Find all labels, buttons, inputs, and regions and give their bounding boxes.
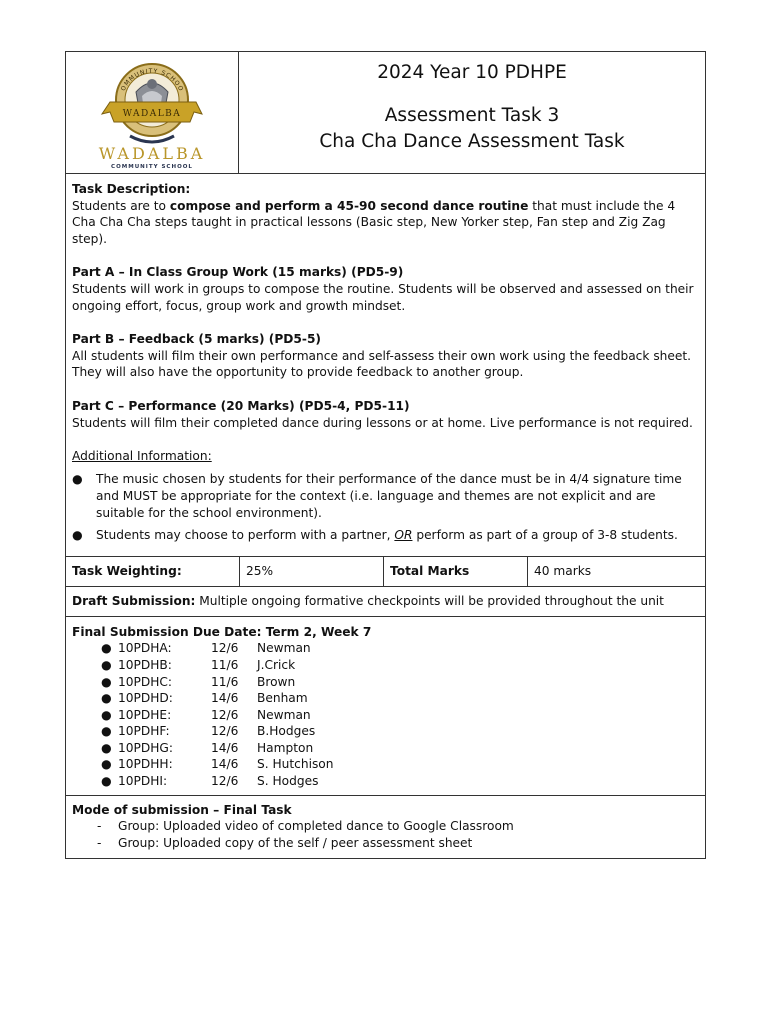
class-code: 10PDHF: bbox=[118, 724, 170, 739]
part-c-text: Students will film their completed dance during lessons or at home. Live performance is not required. bbox=[72, 415, 693, 430]
additional-information bbox=[72, 448, 699, 544]
task-description bbox=[72, 181, 699, 247]
assessment-document bbox=[65, 51, 706, 859]
title-cell bbox=[239, 52, 705, 173]
bullet-icon: ● bbox=[101, 757, 112, 772]
document-title-year: 2024 Year 10 PDHPE bbox=[377, 62, 567, 83]
final-submission-heading: Final Submission Due Date: Term 2, Week 7 bbox=[72, 624, 372, 639]
class-code: 10PDHG: bbox=[118, 740, 173, 755]
task-description-heading: Task Description: bbox=[72, 182, 191, 196]
final-submission-section bbox=[66, 616, 705, 795]
class-teacher: Hampton bbox=[257, 740, 314, 755]
logo-school-sub: COMMUNITY SCHOOL bbox=[111, 164, 193, 170]
logo-school-name: WADALBA bbox=[98, 144, 206, 163]
class-code: 10PDHC: bbox=[118, 674, 173, 689]
class-row bbox=[72, 640, 699, 657]
list-item: ● The music chosen by students for their performance of the dance must be in 4/4 signature time and MUST be appropriate for the context (i.e. language and themes are not explicit and are suitable for the school environment). bbox=[72, 471, 682, 520]
bullet-icon: ● bbox=[101, 707, 112, 722]
dash-icon: - bbox=[97, 819, 102, 834]
class-list bbox=[72, 640, 699, 789]
class-code: 10PDHA: bbox=[118, 641, 172, 656]
class-due-date: 12/6 bbox=[211, 707, 239, 722]
bullet-icon: ● bbox=[101, 724, 112, 739]
class-teacher: Brown bbox=[257, 674, 296, 689]
class-row bbox=[72, 707, 699, 724]
part-b-heading: Part B – Feedback (5 marks) (PD5-5) bbox=[72, 332, 321, 347]
draft-submission-label: Draft Submission: bbox=[72, 593, 196, 608]
logo-ribbon-text: WADALBA bbox=[122, 109, 182, 119]
dash-icon: - bbox=[97, 835, 102, 850]
bullet-icon: ● bbox=[101, 641, 112, 656]
list-item: ● Students may choose to perform with a partner, OR perform as part of a group of 3-8 students. bbox=[72, 527, 678, 542]
class-code: 10PDHB: bbox=[118, 657, 172, 672]
task-weighting-value: 25% bbox=[239, 557, 383, 586]
part-a-heading: Part A – In Class Group Work (15 marks) (PD5-9) bbox=[72, 265, 404, 280]
bullet-icon: ● bbox=[72, 527, 83, 542]
class-due-date: 12/6 bbox=[211, 724, 239, 739]
list-item: - Group: Uploaded video of completed dance to Google Classroom bbox=[72, 818, 699, 835]
part-b bbox=[72, 331, 699, 381]
class-teacher: J.Crick bbox=[257, 657, 296, 672]
class-due-date: 11/6 bbox=[211, 674, 239, 689]
class-row bbox=[72, 723, 699, 740]
task-weighting-row bbox=[66, 556, 705, 586]
class-due-date: 14/6 bbox=[211, 740, 239, 755]
part-c-heading: Part C – Performance (20 Marks) (PD5-4, PD5-11) bbox=[72, 398, 410, 413]
part-a-text: Students will work in groups to compose the routine. Students will be observed and assessed on their ongoing effort, focus, group work and growth mindset. bbox=[72, 281, 694, 313]
mode-of-submission-section bbox=[66, 795, 705, 859]
bullet-icon: ● bbox=[101, 774, 112, 789]
class-code: 10PDHI: bbox=[118, 774, 168, 789]
class-row bbox=[72, 773, 699, 790]
part-a bbox=[72, 264, 699, 314]
school-logo-cell bbox=[66, 52, 239, 173]
class-teacher: S. Hodges bbox=[257, 774, 319, 789]
bullet-icon: ● bbox=[101, 740, 112, 755]
class-row bbox=[72, 740, 699, 757]
class-teacher: Newman bbox=[257, 707, 311, 722]
list-item: - Group: Uploaded copy of the self / peer assessment sheet bbox=[72, 835, 699, 852]
document-title-name: Cha Cha Dance Assessment Task bbox=[319, 131, 625, 152]
additional-information-heading: Additional Information: bbox=[72, 449, 212, 464]
class-row bbox=[72, 690, 699, 707]
total-marks-label: Total Marks bbox=[383, 557, 527, 586]
class-teacher: S. Hutchison bbox=[257, 757, 334, 772]
class-code: 10PDHE: bbox=[118, 707, 172, 722]
total-marks-value: 40 marks bbox=[527, 557, 705, 586]
logo-ring-text: OMMUNITY SCHOO bbox=[119, 67, 185, 93]
bullet-icon: ● bbox=[101, 657, 112, 672]
draft-submission-row bbox=[66, 586, 705, 616]
class-due-date: 12/6 bbox=[211, 774, 239, 789]
class-row bbox=[72, 657, 699, 674]
class-teacher: Newman bbox=[257, 641, 311, 656]
class-due-date: 14/6 bbox=[211, 691, 239, 706]
document-title-task: Assessment Task 3 bbox=[384, 105, 560, 126]
class-due-date: 11/6 bbox=[211, 657, 239, 672]
draft-submission-text: Multiple ongoing formative checkpoints will be provided throughout the unit bbox=[195, 593, 664, 608]
part-c bbox=[72, 398, 699, 431]
task-description-text: Students are to compose and perform a 45-90 second dance routine that must include the 4 Cha Cha Cha steps taught in practical lessons (Basic step, New Yorker step, Fan step and Zig Zag step). bbox=[72, 198, 676, 246]
mode-of-submission-heading: Mode of submission – Final Task bbox=[72, 802, 292, 817]
part-b-text: All students will film their own performance and self-assess their own work using the feedback sheet. They will also have the opportunity to provide feedback to another group. bbox=[72, 348, 692, 380]
additional-information-list bbox=[72, 471, 699, 544]
class-code: 10PDHH: bbox=[118, 757, 173, 772]
class-code: 10PDHD: bbox=[118, 691, 173, 706]
school-logo bbox=[66, 52, 239, 173]
bullet-icon: ● bbox=[101, 674, 112, 689]
class-due-date: 14/6 bbox=[211, 757, 239, 772]
class-row bbox=[72, 674, 699, 691]
task-description-section bbox=[66, 173, 705, 556]
bullet-icon: ● bbox=[101, 691, 112, 706]
document-header bbox=[66, 52, 705, 173]
class-due-date: 12/6 bbox=[211, 641, 239, 656]
class-teacher: B.Hodges bbox=[257, 724, 316, 739]
task-weighting-label: Task Weighting: bbox=[72, 563, 182, 578]
bullet-icon: ● bbox=[72, 471, 83, 486]
class-row bbox=[72, 756, 699, 773]
class-teacher: Benham bbox=[257, 691, 308, 706]
